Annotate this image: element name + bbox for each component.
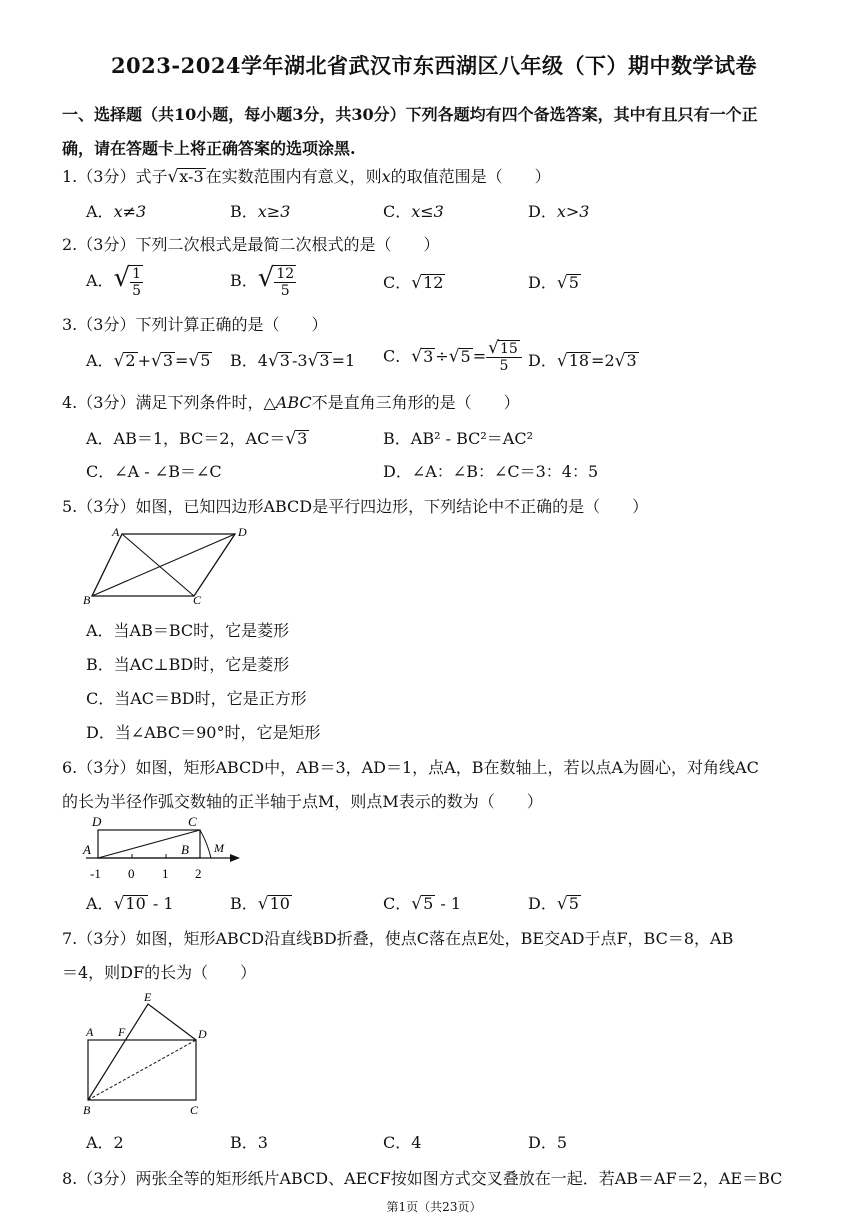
question-5-option-c[interactable]: C．当AC＝BD时，它是正方形 xyxy=(86,689,307,708)
question-6-stem-2: 的长为半径作弧交数轴的正半轴于点M，则点M表示的数为（ ） xyxy=(62,792,543,811)
question-8-stem-1: 8.（3分）两张全等的矩形纸片ABCD、AECF按如图方式交叉叠放在一起．若AB＝AF＝2，AE＝BC xyxy=(62,1169,783,1188)
question-6-option-a[interactable]: A．√10 - 1 xyxy=(86,894,174,914)
point-label-m: M xyxy=(214,841,224,855)
question-1-option-b[interactable]: B．x≥3 xyxy=(230,202,291,221)
question-4-option-c[interactable]: C．∠A - ∠B＝∠C xyxy=(86,462,222,481)
question-3-stem: 3.（3分）下列计算正确的是（ ） xyxy=(62,315,328,334)
question-5-option-a[interactable]: A．当AB＝BC时，它是菱形 xyxy=(86,621,290,640)
vertex-label-d: D xyxy=(238,525,247,539)
question-7-option-d[interactable]: D．5 xyxy=(528,1133,568,1152)
question-4-option-d[interactable]: D．∠A：∠B：∠C＝3：4：5 xyxy=(383,462,599,481)
fold-line-bd xyxy=(88,1040,196,1100)
question-4-option-a[interactable]: A．AB＝1，BC＝2，AC＝√3 xyxy=(86,429,308,449)
tick-label-1: 1 xyxy=(162,866,169,881)
question-1-option-d[interactable]: D．x>3 xyxy=(528,202,590,221)
question-1-stem: 1.（3分）式子√x-3 在实数范围内有意义，则x的取值范围是（ ） xyxy=(62,167,551,187)
tick-label-neg1: -1 xyxy=(90,866,101,881)
question-3-option-c[interactable]: C．√3 ÷√5 = $\frac{√15}{5}$ xyxy=(383,340,522,374)
question-2-option-a[interactable]: A．√ $\frac{1}{5}$ xyxy=(86,263,142,299)
question-2-option-d[interactable]: D．√5 xyxy=(528,273,579,293)
vertex-label-a: A xyxy=(86,1025,94,1039)
question-2-option-b[interactable]: B．√ $\frac{12}{5}$ xyxy=(230,263,295,299)
vertex-label-a: A xyxy=(83,842,91,857)
question-1-option-c[interactable]: C．x≤3 xyxy=(383,202,444,221)
section-instructions-1: 一、选择题（共10小题，每小题3分，共30分）下列各题均有四个备选答案，其中有且只有一个正 xyxy=(62,105,758,124)
diagonal-bd xyxy=(92,534,235,596)
folded-rectangle-figure xyxy=(80,990,210,1118)
vertex-label-b: B xyxy=(181,842,189,857)
question-3-option-d[interactable]: D．√18 =2√3 xyxy=(528,351,637,371)
question-2-option-c[interactable]: C．√12 xyxy=(383,273,444,293)
question-7-stem-2: ＝4，则DF的长为（ ） xyxy=(62,963,257,982)
question-4-stem: 4.（3分）满足下列条件时，△ABC不是直角三角形的是（ ） xyxy=(62,393,520,412)
fold-triangle-bed xyxy=(88,1004,196,1100)
question-6-stem-1: 6.（3分）如图，矩形ABCD中，AB＝3，AD＝1，点A，B在数轴上，若以点A为圆心，对角线AC xyxy=(62,758,759,777)
vertex-label-d: D xyxy=(92,814,102,829)
question-6-option-d[interactable]: D．√5 xyxy=(528,894,579,914)
page-footer: 第1页（共23页） xyxy=(386,1200,482,1214)
point-label-f: F xyxy=(118,1025,126,1039)
question-3-option-a[interactable]: A．√2 +√3 =√5 xyxy=(86,351,211,371)
question-3-option-b[interactable]: B．4√3 -3√3 =1 xyxy=(230,351,356,371)
vertex-label-c: C xyxy=(188,814,197,829)
vertex-label-d: D xyxy=(198,1027,207,1041)
vertex-label-c: C xyxy=(193,593,202,606)
question-2-stem: 2.（3分）下列二次根式是最简二次根式的是（ ） xyxy=(62,235,440,254)
question-1-option-a[interactable]: A．x≠3 xyxy=(86,202,147,221)
question-6-option-b[interactable]: B．√10 xyxy=(230,894,290,914)
parallelogram-figure xyxy=(80,524,250,606)
question-6-option-c[interactable]: C．√5 - 1 xyxy=(383,894,462,914)
vertex-label-b: B xyxy=(83,1103,91,1117)
tick-label-2: 2 xyxy=(195,866,202,881)
question-7-stem-1: 7.（3分）如图，矩形ABCD沿直线BD折叠，使点C落在点E处，BE交AD于点F，BC＝8，AB xyxy=(62,929,734,948)
section-instructions-2: 确，请在答题卡上将正确答案的选项涂黑. xyxy=(62,139,356,158)
axis-arrow-icon xyxy=(230,854,240,862)
question-5-option-b[interactable]: B．当AC⊥BD时，它是菱形 xyxy=(86,655,290,674)
question-5-stem: 5.（3分）如图，已知四边形ABCD是平行四边形，下列结论中不正确的是（ ） xyxy=(62,497,649,516)
question-7-option-b[interactable]: B．3 xyxy=(230,1133,268,1152)
diagonal-ac xyxy=(122,534,194,596)
vertex-label-a: A xyxy=(112,525,120,539)
number-line-rectangle-figure xyxy=(80,812,250,884)
vertex-label-b: B xyxy=(83,593,91,606)
question-4-option-b[interactable]: B．AB² - BC²＝AC² xyxy=(383,429,533,448)
vertex-label-e: E xyxy=(144,990,152,1004)
question-5-option-d[interactable]: D．当∠ABC＝90°时，它是矩形 xyxy=(86,723,321,742)
question-7-option-c[interactable]: C．4 xyxy=(383,1133,422,1152)
tick-label-0: 0 xyxy=(128,866,135,881)
vertex-label-c: C xyxy=(190,1103,199,1117)
arc-ac xyxy=(200,830,211,858)
exam-title: 2023-2024学年湖北省武汉市东西湖区八年级（下）期中数学试卷 xyxy=(110,53,758,78)
question-7-option-a[interactable]: A．2 xyxy=(86,1133,124,1152)
